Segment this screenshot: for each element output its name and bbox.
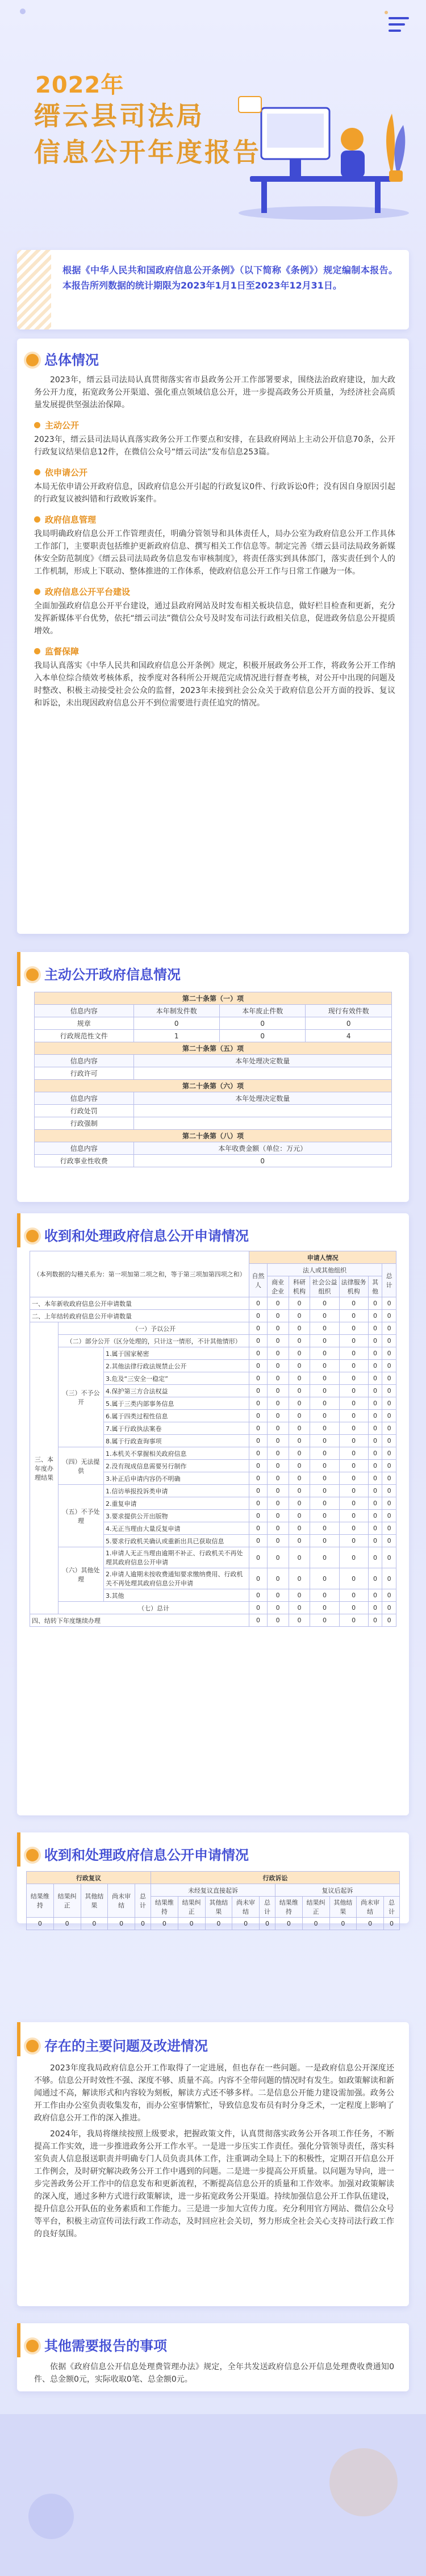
overview-body xyxy=(34,374,395,709)
other-section xyxy=(17,2323,409,2391)
table-row: （五）不予处理 1.信访举报投诉类申请 0 0 0 0 0 0 0 xyxy=(30,1485,396,1497)
table-row: （二）部分公开（区分处理的，只计这一情形，不计其他情形） 0 0 0 0 0 0 0 xyxy=(30,1335,396,1347)
problems-section xyxy=(17,2022,409,2306)
review-title: 收到和处理政府信息公开申请情况 xyxy=(26,1844,249,1864)
problems-title: 存在的主要问题及改进情况 xyxy=(26,2035,208,2055)
office-illustration xyxy=(227,85,415,222)
table-row: 3.要求提供公开出版物 0 0 0 0 0 0 0 xyxy=(30,1510,396,1522)
report-year: 2022年 xyxy=(35,72,124,98)
active-table: 第二十条第（一）项 信息内容 本年制发件数 本年废止件数 现行有效件数 规章 0 0 0 行政规范性文件 1 0 4 第二十条第（五）项 信息内容 本年处理决定数量 行政许可 第二十条第（六）项 信息内容 本年处理决定数量 行政处罚 行政强制 第二十条第（八）项 信息内容 本年收费金额（单位：万元） 行政事业性收费 0 xyxy=(34,992,392,1167)
table-row: 6.属于四类过程性信息 0 0 0 0 0 0 0 xyxy=(30,1410,396,1422)
title-bullet-icon xyxy=(26,1849,39,1861)
dot-icon xyxy=(34,422,40,428)
problems-body xyxy=(34,2062,394,2240)
active-disclosure-section xyxy=(17,952,409,1202)
title-bullet-icon xyxy=(26,968,39,981)
intro-text: 根据《中华人民共和国政府信息公开条例》（以下简称《条例》）规定编制本报告。本报告所列数据的统计期限为2023年1月1日至2023年12月31日。 xyxy=(62,265,398,291)
table-row: 2.没有现成信息需要另行制作 0 0 0 0 0 0 0 xyxy=(30,1460,396,1472)
table-row: 3.其他 0 0 0 0 0 0 0 xyxy=(30,1589,396,1602)
overview-section xyxy=(17,339,409,934)
other-title: 其他需要报告的事项 xyxy=(26,2335,167,2354)
overview-item: 政府信息管理 我局明确政府信息公开工作管理责任，明确分管领导和具体责任人，局办公室为政府信息公开工作具体工作部门，主要职责包括维护更新政府信息、撰写相关工作信息等。制定完善《缙云县司法局政务新媒体安全防范制度》《缙云县司法局政务信息发布审核制度》，将责任落实到具体部门，落实责任到个人的工作机制，形成上下联动、整体推进的工作体系，使政府信息公开工作与日常工作融为一体。 xyxy=(34,515,395,576)
table-row: 3.补正后申请内容仍不明确 0 0 0 0 0 0 0 xyxy=(30,1472,396,1485)
top-decoration xyxy=(0,0,426,32)
overview-item: 主动公开 2023年，缙云县司法局认真落实政务公开工作要点和安排，在县政府网站上主动公开信息70条，公开行政复议结果信息12件，在微信公众号“缙云司法”发布信息253篇。 xyxy=(34,420,395,457)
dot-icon xyxy=(34,469,40,475)
table-row: （三）不予公开 1.属于国家秘密 0 0 0 0 0 0 0 xyxy=(30,1347,396,1360)
improvement-paragraph: 2024年，我局将继续按照上级要求，把握政策文件，认真贯彻落实政务公开各项工作任务，不断提高工作实效，进一步推进政务公开工作水平。一是进一步压实工作责任。强化分管领导责任，落实科室负责人信息报送职责并明确专门人员负责具体工作，注重调动全局上下的积极性，定期召开信息公开工作例会，及时研究解决政务公开工作中遇到的问题。二是进一步提高公开质量。以问题为导向，进一步完善政务公开工作中的信息发布和更新流程，不断提高信息公开的质量和工作效率。加强对政策解读的深入度，通过多种方式进行政策解读，进一步拓宽政务公开渠道。持续加强信息公开工作队伍建设，提升信息公开队伍的业务素质和工作能力。三是进一步加大宣传力度。充分利用官方网站、微信公众号等平台，积极主动宣传司法行政工作动态，及时回应社会关切，努力形成全社会关心支持司法行政工作的良好氛围。 xyxy=(34,2130,394,2239)
overview-item: 政府信息公开平台建设 全面加强政府信息公开平台建设，通过县政府网站及时发布相关板块信息，做好栏目检查和更新，充分发挥新媒体平台优势，依托“缙云司法”微信公众号及时发布司法行政相关信息，促进政务信息公开提质增效。 xyxy=(34,587,395,636)
table-row: 7.属于行政执法案卷 0 0 0 0 0 0 0 xyxy=(30,1422,396,1435)
footer-decoration xyxy=(0,2414,426,2576)
page-title: 缙云县司法局 xyxy=(34,101,204,131)
hero-banner xyxy=(0,0,426,250)
table-row: 一、本年新收政府信息公开申请数量 0 0 0 0 0 0 0 xyxy=(30,1297,396,1310)
intro-card xyxy=(17,250,409,329)
problems-paragraph: 2023年度我局政府信息公开工作取得了一定进展，但也存在一些问题。一是政府信息公开深度还不够。信息公开时效性不强、深度不够、质量不高。内容不全带问题的情况时有发生。如政策解读和新闻通过不高，解读形式和内容较为刻板，解读方式还不够多样。二是信息公开能力建设需加强。政务公开工作由办公室负责收集发布，而办公室事情繁忙，导致信息发布员有时分身乏术，一定程度上影响了政府信息公开工作的深入推进。 xyxy=(34,2064,394,2123)
table-row: 4.保护第三方合法权益 0 0 0 0 0 0 0 xyxy=(30,1385,396,1397)
title-bullet-icon xyxy=(26,2340,39,2352)
table-row: 8.属于行政查询事项 0 0 0 0 0 0 0 xyxy=(30,1435,396,1447)
table-row: （六）其他处理 1.申请人无正当理由逾期不补正、行政机关不再处理其政府信息公开申请 0 0 0 0 0 0 0 xyxy=(30,1547,396,1568)
overview-paragraph: 2023年，缙云县司法局认真贯彻落实省市县政务公开工作部署要求，围绕法治政府建设，加大政务公开力度，拓宽政务公开渠道、强化重点领域信息公开，进一步提高政务公开质量，为经济社会高质量发展提供坚强法治保障。 xyxy=(34,375,395,410)
overview-item: 依申请公开 本局无依申请公开政府信息，因政府信息公开引起的行政复议0件、行政诉讼0件；没有因自身原因引起的行政复议被纠错和行政败诉案件。 xyxy=(34,467,395,504)
intro-stripe xyxy=(17,250,51,329)
title-bullet-icon xyxy=(26,2040,39,2052)
table-row: 四、结转下年度继续办理 0 0 0 0 0 0 0 xyxy=(30,1614,396,1627)
dot-icon xyxy=(34,588,40,595)
title-bullet-icon xyxy=(26,1230,39,1242)
dot-icon xyxy=(34,516,40,523)
review-section xyxy=(17,1832,409,1927)
apply-table: （本列数据的勾稽关系为：第一项加第二项之和，等于第三项加第四项之和） 申请人情况 自然人 法人或其他组织 总计 商业企业 科研机构 社会公益组织 法律服务机构 其他 一、本年新收政府信息公开申请数量 0 0 0 0 0 0 0 二、上年结转政府信息公开申请数量 0 0 0 0 0 0 0 三、本年度办理结果 （一）予以公开 0 0 0 0 0 0 0 （二）部分公开（区分处理的，只计这一情形，不计其他情形） 0 0 0 0 0 0 0 （三）不予公开 1.属于国家秘密 0 0 0 0 0 0 0 2.其他法律行政法规禁止公开 0 0 0 0 0 0 0 3.危及“三安全一稳定” 0 0 0 0 0 0 0 4.保护第三方合法权益 0 0 0 0 0 0 0 5.属于三类内部事务信息 0 0 0 0 0 0 0 6.属于四类过程性信息 0 0 0 0 0 0 0 7.属于行政执法案卷 0 0 0 0 0 0 0 8.属于行政查询事项 0 0 0 0 0 0 0 （四）无法提供 1.本机关不掌握相关政府信息 0 0 0 0 0 0 0 2.没有现成信息需要另行制作 0 0 0 0 0 0 0 3.补正后申请内容仍不明确 0 0 0 0 0 0 0 （五）不予处理 1.信访举报投诉类申请 0 0 0 0 0 0 0 2.重复申请 0 0 0 0 0 0 0 3.要求提供公开出版物 0 0 0 0 0 0 0 4.无正当理由大量反复申请 0 0 0 0 0 0 0 5.要求行政机关确认或重新出具已获取信息 0 0 0 0 0 0 0 （六）其他处理 1.申请人无正当理由逾期不补正、行政机关不再处理其政府信息公开申请 0 0 0 0 0 0 0 2.申请人逾期未按收费通知要求缴纳费用、行政机关不再处理其政府信息公开申请 0 0 0 0 0 0 0 3.其他 0 0 0 0 0 0 0 （七）总计 0 0 0 0 0 0 0 四、结转下年度继续办理 0 0 0 0 0 0 0 xyxy=(30,1251,396,1627)
table-row: 3.危及“三安全一稳定” 0 0 0 0 0 0 0 xyxy=(30,1372,396,1385)
apply-title: 收到和处理政府信息公开申请情况 xyxy=(26,1225,249,1245)
table-row: 三、本年度办理结果 （一）予以公开 0 0 0 0 0 0 0 xyxy=(30,1322,396,1335)
page-subtitle: 信息公开年度报告 xyxy=(34,137,261,168)
table-row: （四）无法提供 1.本机关不掌握相关政府信息 0 0 0 0 0 0 0 xyxy=(30,1447,396,1460)
table-row: 2.重复申请 0 0 0 0 0 0 0 xyxy=(30,1497,396,1510)
menu-icon[interactable] xyxy=(389,17,409,33)
review-table: 行政复议 行政诉讼 结果维持 结果纠正 其他结果 尚未审结 总计 未经复议直接起诉 复议后起诉 结果维持 结果纠正 其他结果 尚未审结 总计 结果维持 结果纠正 其他结果 尚未审结 总计 0 0 0 0 0 0 0 0 0 0 0 0 0 0 0 xyxy=(26,1871,400,1930)
table-row: 二、上年结转政府信息公开申请数量 0 0 0 0 0 0 0 xyxy=(30,1310,396,1322)
table-row: （七）总计 0 0 0 0 0 0 0 xyxy=(30,1602,396,1614)
table-row: 2.其他法律行政法规禁止公开 0 0 0 0 0 0 0 xyxy=(30,1360,396,1372)
table-row: 2.申请人逾期未按收费通知要求缴纳费用、行政机关不再处理其政府信息公开申请 0 0 0 0 0 0 0 xyxy=(30,1568,396,1589)
overview-title: 总体情况 xyxy=(26,349,99,369)
table-row: 5.要求行政机关确认或重新出具已获取信息 0 0 0 0 0 0 0 xyxy=(30,1535,396,1547)
active-title: 主动公开政府信息情况 xyxy=(26,963,181,983)
table-row: 5.属于三类内部事务信息 0 0 0 0 0 0 0 xyxy=(30,1397,396,1410)
overview-item: 监督保障 我局认真落实《中华人民共和国政府信息公开条例》规定，积极开展政务公开工作，将政务公开工作纳入本单位综合绩效考核体系，按季度对各科所公开规范完成情况进行督查考核，对公开中出现的问题及时整改、积极主动接受社会公众的监督，2023年未接到社会公众关于政府信息公开方面的投诉、复议和诉讼，未出现因政府信息公开不到位需要进行责任追究的情况。 xyxy=(34,646,395,708)
application-section xyxy=(17,1213,409,1815)
title-bullet-icon xyxy=(26,354,39,366)
other-paragraph: 依据《政府信息公开信息处理费管理办法》规定，全年共发送政府信息公开信息处理费收费通知0件、总金额0元，实际收取0笔、总金额0元。 xyxy=(34,2362,394,2384)
table-row: 4.无正当理由大量反复申请 0 0 0 0 0 0 0 xyxy=(30,1522,396,1535)
dot-icon xyxy=(34,648,40,654)
